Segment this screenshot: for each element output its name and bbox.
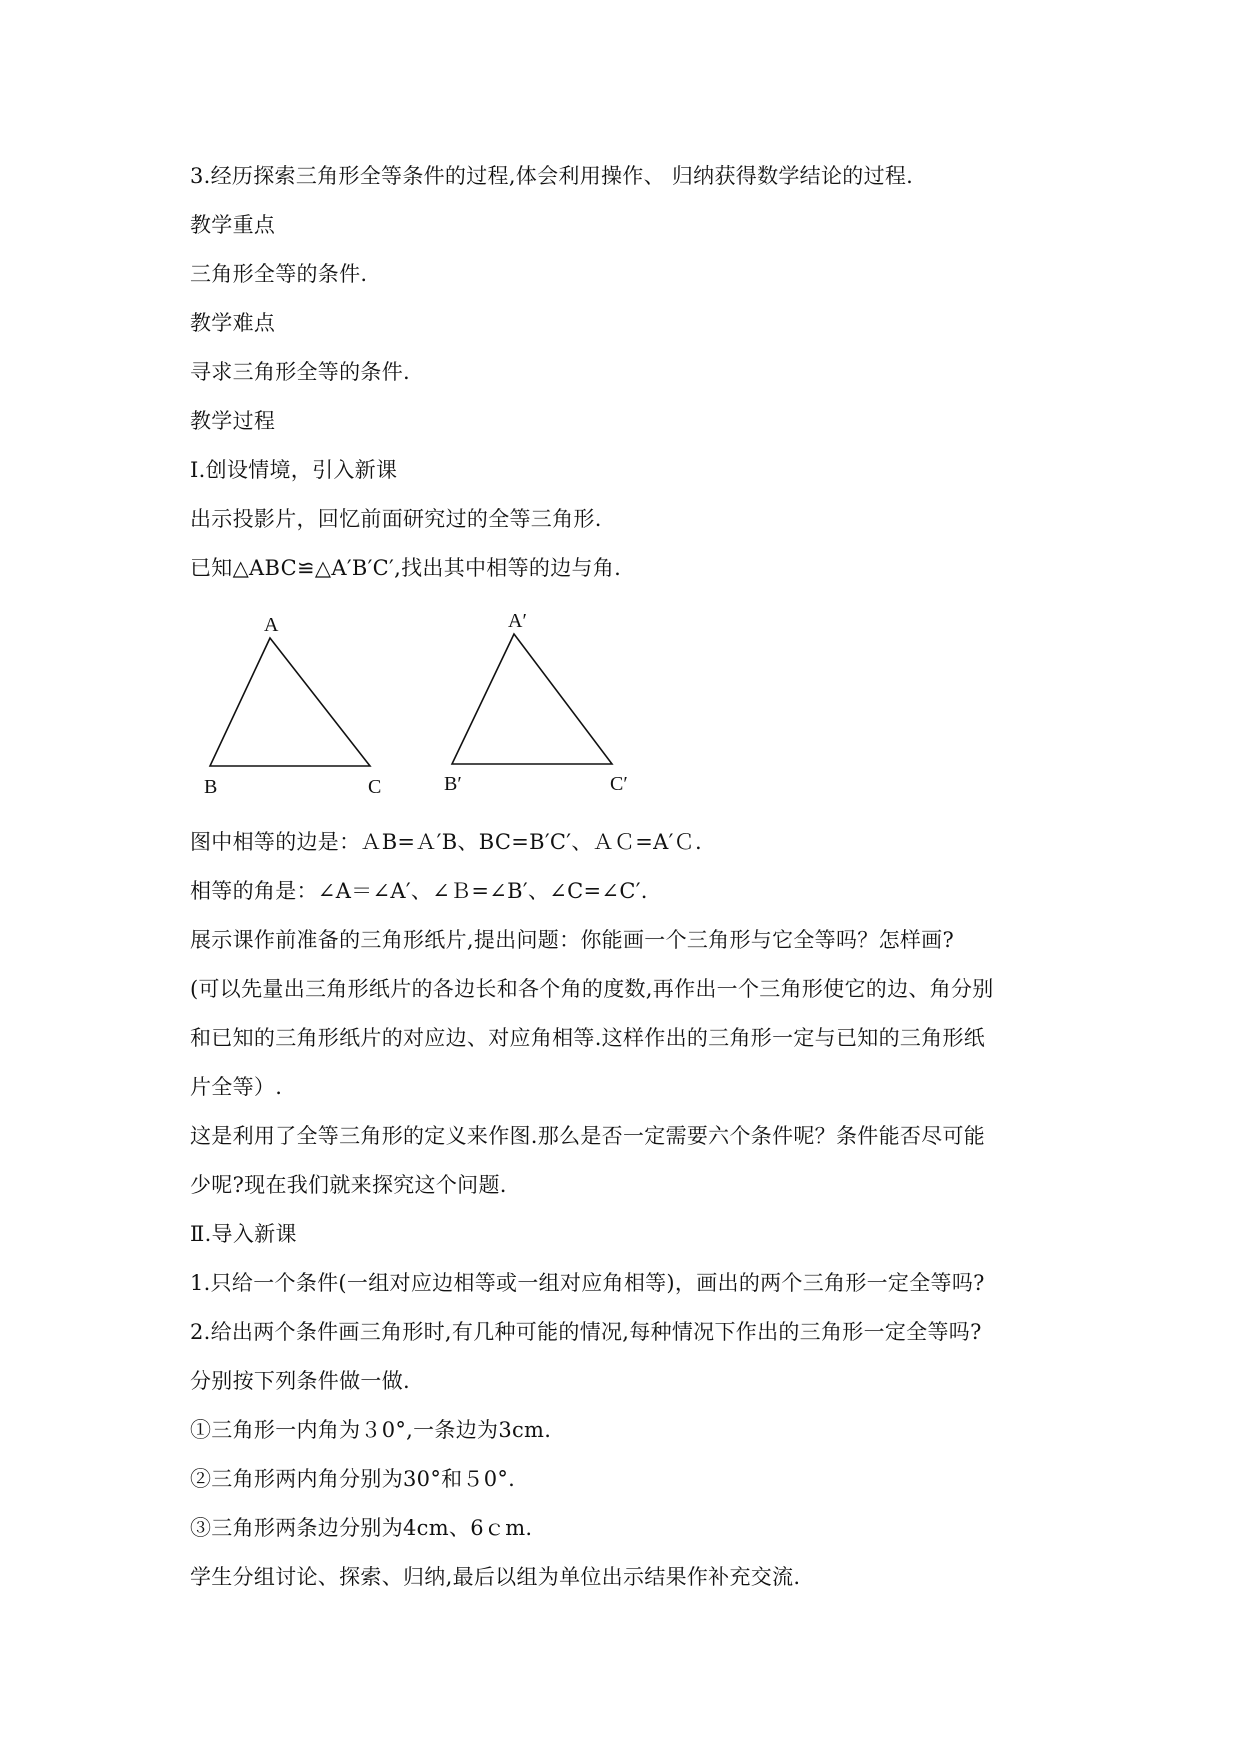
vertex-label-b: B xyxy=(204,776,218,798)
objective-3: 3.经历探索三角形全等条件的过程,体会利用操作、 归纳获得数学结论的过程. xyxy=(190,164,914,188)
paragraph-method-1: (可以先量出三角形纸片的各边长和各个角的度数,再作出一个三角形使它的边、角分别 xyxy=(190,977,994,1001)
heading-difficulties: 教学难点 xyxy=(190,311,276,335)
paragraph-definition-2: 少呢?现在我们就来探究这个问题. xyxy=(190,1173,507,1197)
congruent-triangles-figure xyxy=(190,600,650,810)
paragraph-definition-1: 这是利用了全等三角形的定义来作图.那么是否一定需要六个条件呢？条件能否尽可能 xyxy=(190,1124,986,1148)
condition-3: ③三角形两条边分别为4cm、6ｃm. xyxy=(190,1516,533,1540)
difficulties-text: 寻求三角形全等的条件. xyxy=(190,360,410,384)
equal-sides: 图中相等的边是：ＡB=Ａ′B、BC=B′C′、ＡＣ=A′Ｃ. xyxy=(190,830,702,854)
vertex-label-a-prime: A′ xyxy=(508,610,527,632)
section-1-title: Ⅰ.创设情境，引入新课 xyxy=(190,458,398,482)
triangles-svg xyxy=(190,600,650,810)
instruction: 分别按下列条件做一做. xyxy=(190,1369,410,1393)
heading-key-points: 教学重点 xyxy=(190,213,276,237)
paragraph-discussion: 学生分组讨论、探索、归纳,最后以组为单位出示结果作补充交流. xyxy=(190,1565,801,1589)
key-points-text: 三角形全等的条件. xyxy=(190,262,368,286)
condition-2: ②三角形两内角分别为30°和５0°. xyxy=(190,1467,516,1491)
paragraph-method-2: 和已知的三角形纸片的对应边、对应角相等.这样作出的三角形一定与已知的三角形纸 xyxy=(190,1026,986,1050)
vertex-label-a: A xyxy=(264,614,279,636)
question-2: 2.给出两个条件画三角形时,有几种可能的情况,每种情况下作出的三角形一定全等吗? xyxy=(190,1320,982,1344)
heading-process: 教学过程 xyxy=(190,409,276,433)
question-1: 1.只给一个条件(一组对应边相等或一组对应角相等)，画出的两个三角形一定全等吗? xyxy=(190,1271,985,1295)
section-2-title: Ⅱ.导入新课 xyxy=(190,1222,297,1246)
paragraph-method-3: 片全等）. xyxy=(190,1075,283,1099)
triangle-a-prime-b-prime-c-prime xyxy=(452,634,612,764)
equal-angles: 相等的角是：∠A＝∠A′、∠Ｂ=∠B′、∠C=∠C′. xyxy=(190,879,648,903)
condition-1: ①三角形一内角为３0°,一条边为3cm. xyxy=(190,1418,552,1442)
paragraph-question: 展示课作前准备的三角形纸片,提出问题：你能画一个三角形与它全等吗？怎样画? xyxy=(190,928,955,952)
vertex-label-c: C xyxy=(368,776,382,798)
paragraph-slide: 出示投影片，回忆前面研究过的全等三角形. xyxy=(190,507,602,531)
paragraph-given: 已知△ABC≌△A′B′C′,找出其中相等的边与角. xyxy=(190,556,622,580)
triangle-abc xyxy=(210,638,370,766)
vertex-label-c-prime: C′ xyxy=(610,773,628,795)
vertex-label-b-prime: B′ xyxy=(444,773,462,795)
